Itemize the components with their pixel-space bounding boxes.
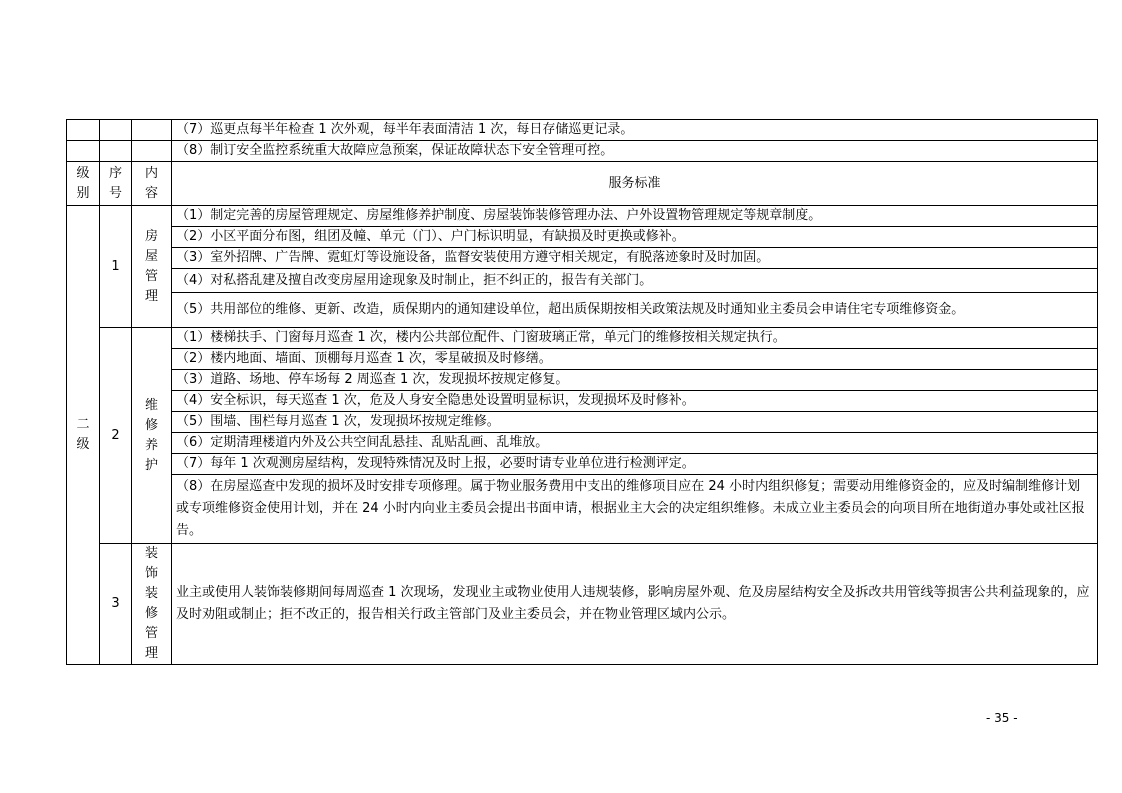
table-row bbox=[67, 120, 1098, 141]
level-cell: 二 级 bbox=[67, 206, 100, 665]
standard-text: （2）小区平面分布图，组团及幢、单元（门）、户门标识明显，有缺损及时更换或修补。 bbox=[172, 227, 1098, 248]
seq-cell: 1 bbox=[100, 206, 132, 328]
table-row bbox=[67, 475, 1098, 544]
table-row bbox=[67, 293, 1098, 328]
seq-cell: 3 bbox=[100, 544, 132, 665]
standard-text: （3）道路、场地、停车场每 2 周巡查 1 次，发现损坏按规定修复。 bbox=[172, 370, 1098, 391]
table-row bbox=[67, 206, 1098, 227]
header-content: 内 容 bbox=[132, 162, 172, 206]
service-standard-table bbox=[66, 119, 1098, 665]
table-row bbox=[67, 433, 1098, 454]
standard-text: （5）共用部位的维修、更新、改造，质保期内的通知建设单位，超出质保期按相关政策法规及时通知业主委员会申请住宅专项维修资金。 bbox=[172, 293, 1098, 328]
empty-cell bbox=[67, 120, 100, 141]
table-row bbox=[67, 544, 1098, 665]
header-seq: 序 号 bbox=[100, 162, 132, 206]
table-row bbox=[67, 370, 1098, 391]
standard-text: （6）定期清理楼道内外及公共空间乱悬挂、乱贴乱画、乱堆放。 bbox=[172, 433, 1098, 454]
content-cell: 装 饰 装 修 管 理 bbox=[132, 544, 172, 665]
standard-text: （4）安全标识，每天巡查 1 次，危及人身安全隐患处设置明显标识，发现损坏及时修补。 bbox=[172, 391, 1098, 412]
empty-cell bbox=[132, 141, 172, 162]
table-row bbox=[67, 391, 1098, 412]
page-number: - 35 - bbox=[986, 711, 1018, 725]
table-row bbox=[67, 328, 1098, 349]
table-row bbox=[67, 412, 1098, 433]
standard-text: （8）在房屋巡查中发现的损坏及时安排专项修理。属于物业服务费用中支出的维修项目应在 24 小时内组织修复；需要动用维修资金的，应及时编制维修计划或专项维修资金使用计划，并在 24 小时内向业主委员会提出书面申请，根据业主大会的决定组织维修。未成立业主委员会的向项目所在地街道办事处或社区报告。 bbox=[172, 475, 1098, 544]
standard-text: （8）制订安全监控系统重大故障应急预案，保证故障状态下安全管理可控。 bbox=[172, 141, 1098, 162]
table-row bbox=[67, 141, 1098, 162]
header-level: 级 别 bbox=[67, 162, 100, 206]
empty-cell bbox=[100, 141, 132, 162]
standard-text: （1）制定完善的房屋管理规定、房屋维修养护制度、房屋装饰装修管理办法、户外设置物管理规定等规章制度。 bbox=[172, 206, 1098, 227]
empty-cell bbox=[67, 141, 100, 162]
standard-text: （5）围墙、围栏每月巡查 1 次，发现损坏按规定维修。 bbox=[172, 412, 1098, 433]
empty-cell bbox=[132, 120, 172, 141]
table-row bbox=[67, 454, 1098, 475]
table-row bbox=[67, 349, 1098, 370]
standard-text: （7）每年 1 次观测房屋结构，发现特殊情况及时上报，必要时请专业单位进行检测评定。 bbox=[172, 454, 1098, 475]
standard-text: （2）楼内地面、墙面、顶棚每月巡查 1 次，零星破损及时修缮。 bbox=[172, 349, 1098, 370]
table-row bbox=[67, 269, 1098, 293]
standard-text: （1）楼梯扶手、门窗每月巡查 1 次，楼内公共部位配件、门窗玻璃正常，单元门的维修按相关规定执行。 bbox=[172, 328, 1098, 349]
standard-text: 业主或使用人装饰装修期间每周巡查 1 次现场，发现业主或物业使用人违规装修，影响房屋外观、危及房屋结构安全及拆改共用管线等损害公共利益现象的，应及时劝阻或制止；拒不改正的，报告相关行政主管部门及业主委员会，并在物业管理区域内公示。 bbox=[172, 544, 1098, 665]
standard-text: （3）室外招牌、广告牌、霓虹灯等设施设备，监督安装使用方遵守相关规定，有脱落迹象时及时加固。 bbox=[172, 248, 1098, 269]
standard-text: （4）对私搭乱建及擅自改变房屋用途现象及时制止，拒不纠正的，报告有关部门。 bbox=[172, 269, 1098, 293]
header-standard: 服务标准 bbox=[172, 162, 1098, 206]
content-cell: 维 修 养 护 bbox=[132, 328, 172, 544]
table-row bbox=[67, 227, 1098, 248]
standard-text: （7）巡更点每半年检查 1 次外观，每半年表面清洁 1 次，每日存储巡更记录。 bbox=[172, 120, 1098, 141]
header-row bbox=[67, 162, 1098, 206]
content-cell: 房 屋 管 理 bbox=[132, 206, 172, 328]
seq-cell: 2 bbox=[100, 328, 132, 544]
empty-cell bbox=[100, 120, 132, 141]
table-row bbox=[67, 248, 1098, 269]
